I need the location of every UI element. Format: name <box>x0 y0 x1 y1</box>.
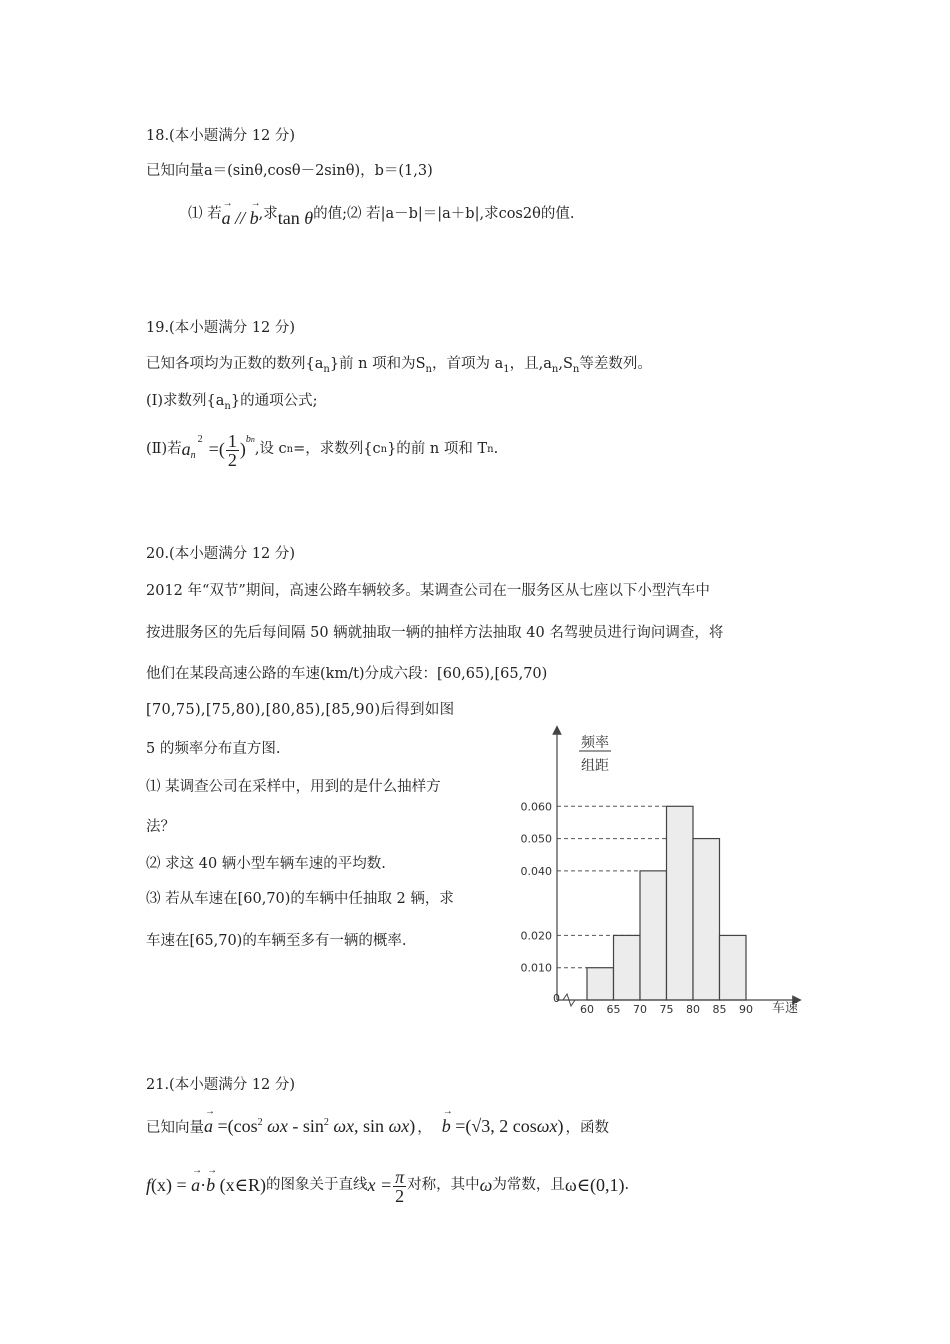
x-tick-85: 85 <box>712 1003 727 1016</box>
domain: (x∈R) <box>215 1175 266 1196</box>
bar-60-65 <box>587 968 614 1000</box>
q19-t3: ，首项为 a <box>432 356 504 372</box>
a-n: a <box>181 439 191 460</box>
q20-para4: [70,75),[75,80),[80,85),[85,90)后得到如图 <box>146 702 455 718</box>
q18-p1-label: ⑴ 若 <box>188 206 222 222</box>
q21-l2-t3: 为常数，且 <box>492 1177 565 1194</box>
q19-p2-t1: (Ⅱ)若 <box>146 441 182 458</box>
q21-vector-b-def <box>442 1116 564 1138</box>
q20-para5: 5 的频率分布直方图. <box>146 741 281 757</box>
q20-para2: 按进服务区的先后每间隔 50 辆就抽取一辆的抽样方法抽取 40 名驾驶员进行询问调查，将 <box>146 625 724 641</box>
y-tick-0.060: 0.060 <box>520 800 552 814</box>
q19-p2-t3: =，求数列{c <box>293 441 381 458</box>
frac-den: 2 <box>227 449 237 470</box>
q19-sub1: n <box>323 363 330 375</box>
theta: θ <box>304 208 314 228</box>
eq-open: =( <box>208 439 225 460</box>
bar-80-85 <box>693 839 720 1000</box>
q21-l2-t2: 对称，其中 <box>407 1177 480 1194</box>
q19-part2 <box>146 428 498 472</box>
q18-header: 18.(本小题满分 12 分) <box>146 128 296 144</box>
minus-sin: - sin <box>287 1116 324 1136</box>
q18-given: 已知向量a＝(sinθ,cosθ－2sinθ)，b＝(1,3) <box>146 163 433 179</box>
ylabel-top: 频率 <box>581 735 609 751</box>
q19-sub3: 1 <box>503 363 510 375</box>
q19-sub4: n <box>551 363 559 375</box>
omega-x-2: ωx <box>333 1116 355 1136</box>
sqrt-cos: =(√3, 2 cos <box>455 1116 537 1136</box>
q19-header: 19.(本小题满分 12 分) <box>146 320 296 336</box>
q19-t6: 等差数列。 <box>579 356 652 372</box>
q20-sub3b: 车速在[65,70)的车辆至多有一辆的概率. <box>146 933 407 949</box>
ylabel-bottom: 组距 <box>581 758 609 774</box>
omega-x-3: ωx <box>388 1116 410 1136</box>
q19-t1: 已知各项均为正数的数列{a <box>146 356 324 372</box>
bar-75-80 <box>667 806 694 1000</box>
y-tick-0.050: 0.050 <box>520 832 552 846</box>
q20-sub3a: ⑶ 若从车速在[60,70)的车辆中任抽取 2 辆，求 <box>146 891 454 907</box>
x-tick-60: 60 <box>580 1003 594 1016</box>
x-tick-65: 65 <box>606 1003 621 1016</box>
omega-x-1: ωx <box>267 1116 288 1136</box>
q19-p2-sub1: n <box>286 444 294 455</box>
q19-p2-sub2: n <box>380 444 388 455</box>
q18-p1-end: 的值; <box>313 206 347 222</box>
cos-open: =(cos <box>217 1116 258 1136</box>
tan-func: tan <box>277 208 300 228</box>
q18-parts <box>188 202 575 228</box>
q21-line1 <box>146 1116 609 1138</box>
q19-given <box>146 356 652 376</box>
q19-p1-sub: n <box>224 400 231 412</box>
q20-sub1a: ⑴ 某调查公司在采样中，用到的是什么抽样方 <box>146 779 441 795</box>
x-tick-80: 80 <box>686 1003 700 1016</box>
close1: ) <box>409 1116 416 1136</box>
origin-label: 0 <box>553 992 560 1005</box>
vector-a: → a <box>204 1116 213 1138</box>
q21-l1-text: 已知向量 <box>146 1120 204 1137</box>
frequency-histogram <box>505 718 805 1018</box>
q21-header: 21.(本小题满分 12 分) <box>146 1077 296 1093</box>
vector-b-2: → b <box>206 1175 215 1197</box>
half-fraction <box>226 432 239 469</box>
q20-para1: 2012 年“双节”期间，高速公路车辆较多。某调查公司在一服务区从七座以下小型汽车中 <box>146 583 710 599</box>
square: 2 <box>197 434 203 445</box>
pi: π <box>395 1166 405 1187</box>
q19-t5: ,S <box>558 356 573 372</box>
q19-p2-formula <box>182 432 255 469</box>
x-tick-75: 75 <box>659 1003 674 1016</box>
x-tick-90: 90 <box>739 1003 753 1016</box>
q19-t4: ，且,a <box>509 356 552 372</box>
q21-vector-a-def <box>204 1116 415 1138</box>
frac-num: 1 <box>227 430 237 451</box>
f-x: (x) = <box>151 1175 187 1196</box>
comma-sin: , sin <box>354 1116 385 1136</box>
q20-header: 20.(本小题满分 12 分) <box>146 546 296 562</box>
y-tick-0.020: 0.020 <box>520 929 552 943</box>
q21-line-eq <box>367 1168 407 1205</box>
q21-sep: ， <box>417 1120 432 1137</box>
q20-para3: 他们在某段高速公路的车速(km/t)分成六段：[60,65),[65,70) <box>146 666 548 682</box>
q20-sub1b: 法？ <box>146 819 175 835</box>
dot: · <box>200 1175 207 1196</box>
q18-vector-expr <box>222 208 259 228</box>
y-tick-0.040: 0.040 <box>520 864 552 878</box>
xlabel: 车速 <box>772 1001 799 1016</box>
sq1: 2 <box>257 1117 263 1128</box>
close2: ) <box>557 1116 564 1136</box>
omega-x-4: ωx <box>536 1116 558 1136</box>
q20-sub2: ⑵ 求这 40 辆小型车辆车速的平均数. <box>146 856 386 872</box>
q19-p2-t5: . <box>493 441 499 458</box>
q19-sub5: n <box>572 363 580 375</box>
q19-p2-t4: }的前 n 项和 T <box>387 441 488 458</box>
exp-b-sub: n <box>250 435 255 444</box>
y-tick-labels <box>521 800 553 974</box>
q19-p1-t2: }的通项公式; <box>230 393 318 409</box>
bar-70-75 <box>640 871 667 1000</box>
a-n-sub: n <box>190 450 196 461</box>
exp-b-letter: b <box>245 434 251 445</box>
x-eq: x = <box>367 1175 393 1196</box>
q21-l1-end: ，函数 <box>565 1120 609 1137</box>
q19-sub2: n <box>425 363 432 375</box>
x-tick-70: 70 <box>633 1003 647 1016</box>
vector-a: → a <box>222 208 231 230</box>
q21-l2-t1: 的图象关于直线 <box>265 1177 368 1194</box>
q19-part1 <box>146 393 318 413</box>
exp-b <box>246 434 255 446</box>
q19-p2-t2: ,设 c <box>254 441 287 458</box>
omega: ω <box>479 1175 493 1196</box>
two: 2 <box>395 1185 405 1206</box>
bar-85-90 <box>720 935 747 1000</box>
omega-range: ω∈(0,1) <box>564 1175 625 1196</box>
paren-close: ) <box>239 439 246 460</box>
vector-b: → b <box>442 1116 451 1138</box>
q19-t2: }前 n 项和为S <box>329 356 426 372</box>
q21-f-def <box>146 1175 266 1197</box>
q18-tan <box>278 208 313 228</box>
q19-p2-sub3: n <box>487 444 494 455</box>
x-tick-labels <box>580 1003 753 1016</box>
parallel-symbol: // <box>235 208 246 228</box>
q21-line2 <box>146 1164 629 1208</box>
q21-l2-end: . <box>624 1177 630 1194</box>
vector-a-2: → a <box>191 1175 200 1197</box>
sq2: 2 <box>323 1117 329 1128</box>
pi-over-2 <box>393 1168 406 1205</box>
vector-b: → b <box>250 208 259 230</box>
y-tick-0.010: 0.010 <box>520 961 552 975</box>
bars-group <box>587 806 746 1000</box>
bar-65-70 <box>614 935 641 1000</box>
q18-p1-mid: ,求 <box>258 206 278 222</box>
f-letter: f <box>146 1175 152 1196</box>
q19-p1-t1: (Ⅰ)求数列{a <box>146 393 225 409</box>
q18-p2: ⑵ 若|a－b|＝|a＋b|,求cos2θ的值. <box>346 206 575 222</box>
